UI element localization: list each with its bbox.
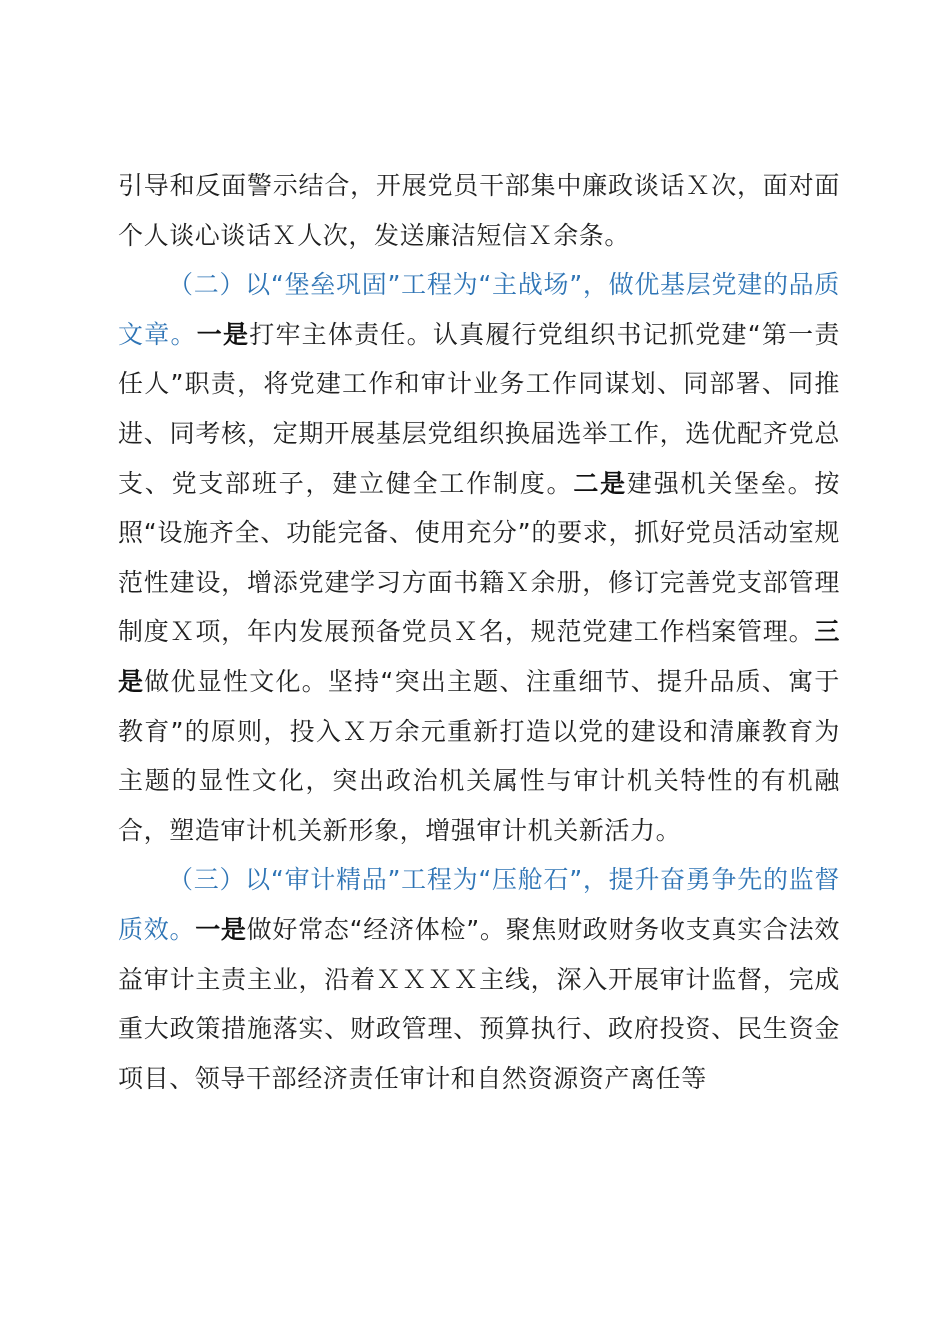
paragraph-3 [118, 855, 840, 1103]
section-heading-2: （二）以“堡垒巩固”工程为“主战场”，做优基层党建的品质文章。 [118, 270, 840, 349]
body-text: 做优显性文化。坚持“突出主题、注重细节、提升品质、寓于教育”的原则，投入Ｘ万余元重新打造以党的建设和清廉教育为主题的显性文化，突出政治机关属性与审计机关特性的有机融合，塑造审计机关新形象，增强审计机关新活力。 [118, 666, 840, 845]
lead-marker-1: 一是 [196, 319, 250, 349]
lead-marker-3: 三是 [118, 617, 840, 696]
body-text: 引导和反面警示结合，开展党员干部集中廉政谈话Ｘ次，面对面个人谈心谈话Ｘ人次，发送廉洁短信Ｘ余条。 [118, 171, 840, 250]
body-text: 建强机关堡垒。按照“设施齐全、功能完备、使用充分”的要求，抓好党员活动室规范性建设，增添党建学习方面书籍Ｘ余册，修订完善党支部管理制度Ｘ项，年内发展预备党员Ｘ名，规范党建工作档案管理。 [118, 468, 840, 647]
lead-marker-2: 二是 [573, 468, 627, 498]
lead-marker-1: 一是 [195, 914, 247, 944]
body-text: 打牢主体责任。认真履行党组织书记抓党建“第一责任人”职责，将党建工作和审计业务工作同谋划、同部署、同推进、同考核，定期开展基层党组织换届选举工作，选优配齐党总支、党支部班子，建立健全工作制度。 [118, 319, 840, 498]
section-heading-3: （三）以“审计精品”工程为“压舱石”，提升奋勇争先的监督质效。 [118, 865, 840, 944]
body-text: 做好常态“经济体检”。聚焦财政财务收支真实合法效益审计主责主业，沿着ＸＸＸＸ主线，深入开展审计监督，完成重大政策措施落实、财政管理、预算执行、政府投资、民生资金项目、领导干部经济责任审计和自然资源资产离任等 [118, 914, 840, 1093]
paragraph-2 [118, 260, 840, 855]
paragraph-1 [118, 161, 840, 260]
